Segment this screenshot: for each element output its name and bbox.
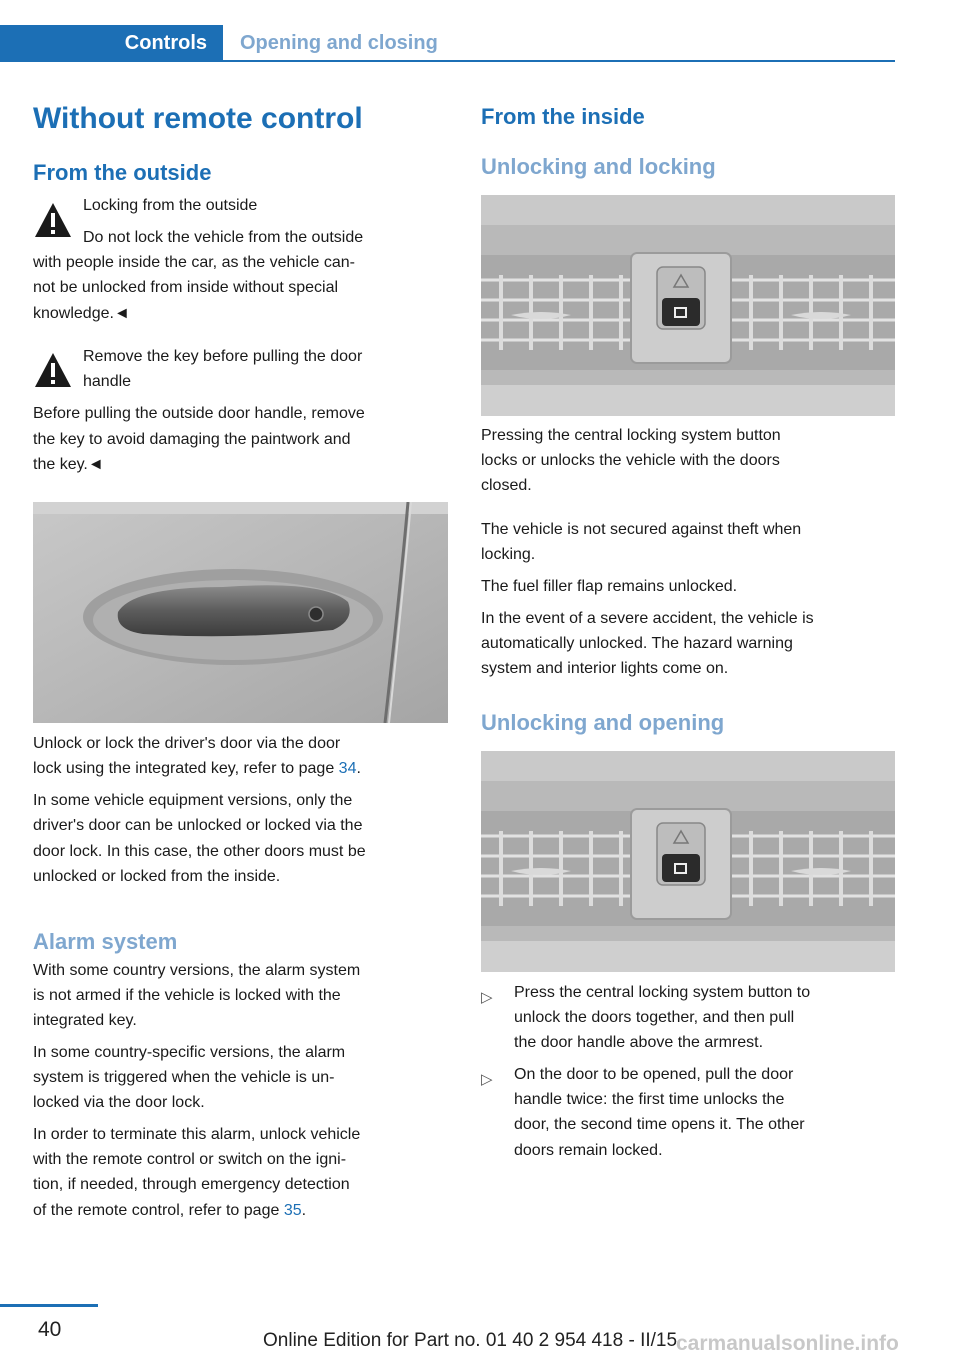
warning1-line1: Do not lock the vehicle from the outside — [83, 229, 364, 246]
warning2-title-line1: Remove the key before pulling the door — [83, 348, 363, 365]
inside-p2-line1: The vehicle is not secured against theft when — [481, 521, 802, 538]
page-link-35[interactable]: 35 — [283, 1202, 302, 1219]
para2-line2: driver's door can be unlocked or locked via the — [33, 817, 363, 834]
section-tab-opening-closing[interactable]: Opening and closing — [240, 32, 438, 54]
alarm-p3-line2: with the remote control or switch on the igni‐ — [33, 1151, 347, 1168]
warning1-line2: with people inside the car, as the vehicle can‐ — [33, 254, 355, 271]
bullet2-line3: door, the second time opens it. The other — [514, 1116, 805, 1133]
heading-unlocking-opening: Unlocking and opening — [481, 710, 725, 735]
warning2-line2: the key to avoid damaging the paintwork and — [33, 431, 351, 448]
alarm-p3-line3: tion, if needed, through emergency detection — [33, 1176, 350, 1193]
para1-period: . — [356, 760, 361, 777]
alarm-p1-line3: integrated key. — [33, 1012, 137, 1029]
page-number: 40 — [38, 1318, 62, 1341]
footer-divider — [0, 1304, 98, 1307]
inside-p4-line3: system and interior lights come on. — [481, 660, 729, 677]
alarm-p1-line2: is not armed if the vehicle is locked with the — [33, 987, 341, 1004]
heading-from-inside: From the inside — [481, 104, 645, 129]
inside-p4-line2: automatically unlocked. The hazard warning — [481, 635, 793, 652]
inside-p1-line2: locks or unlocks the vehicle with the doors — [481, 452, 780, 469]
page-header — [0, 25, 895, 62]
page-title: Without remote control — [33, 102, 363, 135]
warning-triangle-icon — [33, 350, 73, 390]
bullet1-line1: Press the central locking system button to — [514, 984, 811, 1001]
alarm-p2-line2: system is triggered when the vehicle is un‐ — [33, 1069, 335, 1086]
heading-alarm-system: Alarm system — [33, 929, 178, 954]
alarm-p3-text: of the remote control, refer to page — [33, 1202, 284, 1219]
inside-p3: The fuel filler flap remains unlocked. — [481, 578, 738, 595]
warning2-line3: the key.◄ — [33, 456, 104, 473]
heading-unlocking-locking: Unlocking and locking — [481, 154, 716, 179]
inside-p1-line3: closed. — [481, 477, 532, 494]
section-tab-controls[interactable]: Controls — [0, 25, 223, 62]
alarm-p2-line1: In some country-specific versions, the alarm — [33, 1044, 346, 1061]
alarm-p3-line1: In order to terminate this alarm, unlock vehicle — [33, 1126, 361, 1143]
para2-line4: unlocked or locked from the inside. — [33, 868, 281, 885]
para1-text: lock using the integrated key, refer to page — [33, 760, 339, 777]
warning-triangle-icon — [33, 200, 73, 240]
bullet-triangle-icon: ▷ — [481, 989, 493, 1006]
para2-line1: In some vehicle equipment versions, only the — [33, 792, 353, 809]
para1-line1: Unlock or lock the driver's door via the door — [33, 735, 341, 752]
bullet2-line4: doors remain locked. — [514, 1142, 663, 1159]
warning1-title: Locking from the outside — [83, 197, 258, 214]
warning1-line3: not be unlocked from inside without special — [33, 279, 339, 296]
central-locking-button-photo — [481, 751, 895, 972]
warning2-title-line2: handle — [83, 373, 132, 390]
bullet2-line2: handle twice: the first time unlocks the — [514, 1091, 785, 1108]
header-divider — [223, 60, 895, 62]
inside-p1-line1: Pressing the central locking system button — [481, 427, 781, 444]
door-handle-photo — [33, 502, 448, 723]
para1-line2 — [33, 760, 361, 778]
bullet-triangle-icon: ▷ — [481, 1071, 493, 1088]
page-link-34[interactable]: 34 — [338, 760, 357, 777]
watermark: carmanualsonline.info — [676, 1332, 899, 1355]
bullet1-line3: the door handle above the armrest. — [514, 1034, 764, 1051]
alarm-p1-line1: With some country versions, the alarm system — [33, 962, 361, 979]
edition-info: Online Edition for Part no. 01 40 2 954 418 - II/15 — [263, 1330, 678, 1351]
warning2-line1: Before pulling the outside door handle, remove — [33, 405, 365, 422]
alarm-p3-line4 — [33, 1202, 306, 1220]
warning1-line4: knowledge.◄ — [33, 305, 130, 322]
central-locking-button-photo — [481, 195, 895, 416]
bullet2-line1: On the door to be opened, pull the door — [514, 1066, 794, 1083]
bullet1-line2: unlock the doors together, and then pull — [514, 1009, 795, 1026]
heading-from-outside: From the outside — [33, 160, 212, 185]
alarm-p2-line3: locked via the door lock. — [33, 1094, 205, 1111]
alarm-p3-period: . — [301, 1202, 307, 1219]
inside-p2-line2: locking. — [481, 546, 536, 563]
para2-line3: door lock. In this case, the other doors must be — [33, 843, 366, 860]
inside-p4-line1: In the event of a severe accident, the vehicle is — [481, 610, 814, 627]
